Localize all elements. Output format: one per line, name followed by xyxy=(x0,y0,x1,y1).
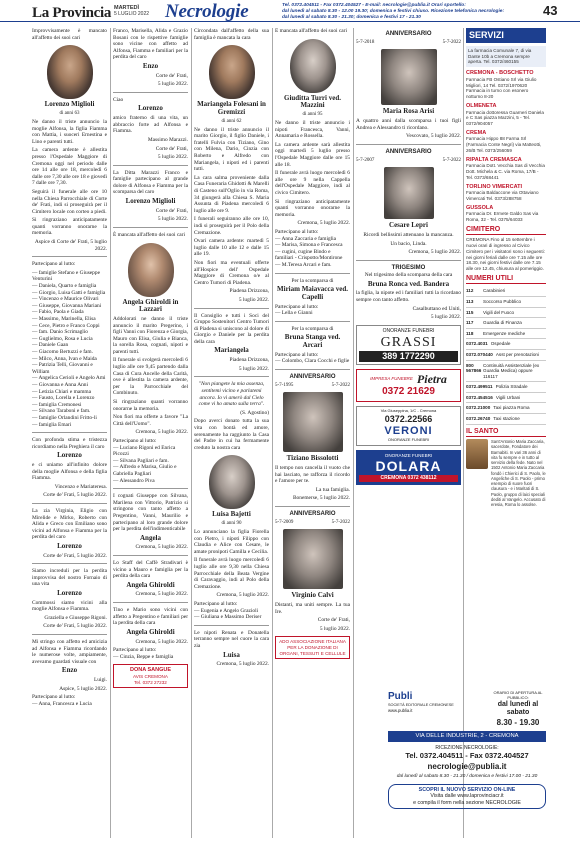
services-column: SERVIZI La farmacia Comunale 7, di via Dante 10b a Cremona sempre aperta. Tel. 0372/460155 CREMONA - BOSCHETTO Farmacia FB Ostiano Srl via Giulio Migliori, 14 Tel. 0372/1970620 Farmacia in turno con esonero notturno 8-20 OLMENETA Farmacia dottoressa Guarneri Daniela e C Sas piazza Mazzini, 5 - Tel. 0372/904057 CREMA Farmacia Hippo 88 Farma Srl (Farmacia Conte Negri) via Matteotti, 26/B Tel. 0373/256059 RIPALTA CREMASCA Farmacia Dott. Vecchia Sas di Vecchia Dott. Michela & C. via Roma, 17/B - Tel. 0373/68441 TORLINO VIMERCATI Farmacia Baldaccone via Ottaviano Vimercati Tel. 0373/288758 GUSSOLA Farmacia Dr. Ermete Galdo Sas via Roma, 32 - Tel. 0375/64033 CIMITERO CREMONA Fino al 15 settembre i nuovi orari di ingresso al Civico Cimitero per i visitatori sono i seguenti: nei giorni feriali dalle ore 7.15 alle ore 18.30, nei giorni festivi dalle ore 7.15 alle ore 12.45, chiusura al pomeriggio. NUMERI UTILI 112 Carabinieri 113 Soccorso Pubblico 115 Vigili del Fuoco 117 Guardia di Finanza 118 Emergenze mediche 0372.4031 Ospedale 0372.070440 Asst per prenotazioni 800 567866 Continuità Assistenziale (ex Guardia Medica) oppure 116117 0372.499511 Polizia Stradale 0372.454516 Vigili Urbani 0372.21000 Taxi piazza Roma 0372.26740 Taxi stazione IL SANTO Sant'Antonio Maria Zaccaria, sacerdote, Fondatore dei Barnabiti. In vari 36 anni di vita fu sempre e in tutto al servizio della fede. Nato nel 1502 Antonio Maria Zaccaria fondò i Chierici di S. Paolo, le Angeliche di S. Paolo - primo esempio di suore fuori clausura - e i Maritati di S. Paolo, gruppo di laici speciali dediti al Vangelo. Accusato di eresia, Roma lo assolse. xyxy=(466,30,546,508)
portrait-photo xyxy=(47,45,93,99)
portrait-photo xyxy=(128,243,174,297)
page-number: 43 xyxy=(543,3,558,18)
dolara-ad: ONORANZE FUNEBRI DOLARA CREMONA 0372 438112 xyxy=(356,450,461,485)
deceased-name: Angela Ghiroldi in Lazzari xyxy=(122,297,179,314)
page-header xyxy=(0,0,580,22)
portrait-photo xyxy=(283,529,343,589)
deceased-name: Luisa Bajetti xyxy=(212,510,251,519)
useful-number-row: 0372.499511 Polizia Stradale xyxy=(466,382,546,393)
portrait-photo xyxy=(290,39,336,93)
useful-number-row: 0372.21000 Taxi piazza Roma xyxy=(466,403,546,414)
newspaper-brand: La Provincia xyxy=(32,5,112,21)
deceased-name: Virginio Calvi xyxy=(291,591,334,600)
useful-number-row: 0372.4031 Ospedale xyxy=(466,339,546,350)
section-title: Necrologie xyxy=(165,1,249,22)
obituary-intro: Improvvisamente è mancato all'affetto dei suoi cari xyxy=(32,28,107,41)
portrait-photo xyxy=(209,455,255,509)
column-4: È mancata all'affetto dei suoi cari Giuditta Turri ved. Mazzini di anni 95 Ne danno il triste annuncio i nipoti Francesca, Vanni, Annamaria e Rossella. La camera ardente sarà allestita oggi martedì 5 luglio presso l'Ospedale Maggiore dalle ore 15 alle 18. Il funerale avrà luogo mercoledì 6 alle ore 9 nella Cappella dell'Ospedale Maggiore, indi al civico Cimitero. Si ringraziano anticipatamente quanti vorranno onorarne la memoria. Cremona, 5 luglio 2022. Partecipano al lutto: — Anna Zaccaria e famiglia — Marisa, Simona e Francesca — cugini, cugine Bindo e familiari - Crispotto/Montirone — M.Teresa Arcari e fam. Per la scomparsa di Miriam Maiavacca ved. Capelli Partecipano al lutto: — Lella e Gianni Per la scomparsa di Bruna Stanga ved. Arcari Partecipano al lutto: — Colombo, Clara Cocchi e figlie ANNIVERSARIO 5-7-1995 5-7-2022 Tiziano Bissolotti Il tempo non cancella il vuoto che hai lasciato, ne rafforza il ricordo e l'amore per te. La tua famiglia. Bonemerse, 5 luglio 2022. ANNIVERSARIO 5-7-2009 5-7-2022 Virginio Calvi Distanti, ma uniti sempre. La tua Ire. Corte de' Frati, 5 luglio 2022. ADO ASSOCIAZIONE ITALIANA PER LA DONAZIONE DI ORGANI, TESSUTI E CELLULE xyxy=(275,28,350,840)
deceased-name: Mariangela Folesani in Gremizzi xyxy=(197,100,266,116)
deceased-name: Lorenzo Miglioli xyxy=(44,100,95,109)
publia-box: Publi SOCIETÀ EDITORIALE CREMONESE www.publia.it ORARIO DI APERTURA AL PUBBLICO: dal lunedì al sabato 8.30 - 19.30 VIA DELLE INDUSTRIE, 2 - CREMONA RICEZIONE NECROLOGIE: Tel. 0372.404511 - Fax 0372.404527 necrologie@publia.it dal lunedì al sabato 8.30 - 21.30 / domenica e festivi 17.00 - 21.30 SCOPRI IL NUOVO SERVIZIO ON-LINE Visita dalle www.laprovinciacr.it e compila il form nella sezione NECROLOGIE xyxy=(388,691,546,839)
pietra-ad: IMPRESA FUNEBRE Pietra 0372 21629 xyxy=(356,369,461,402)
condolence-list: — famiglie Stefano e Giuseppe Venturini — Daniela, Quarto e famiglia — Giorgio, Luisa Gatti e famiglia — Vincenzo e Maurice Olivari — Giuseppe, Giovanna Mariani — Fabio, Paola e Giada — Massimo, Marinella, Elisa — Cece, Pietro e Franco Coppi — fam. Danio Scrimaglio — Guglielmo, Rosa e Lucia — Daniele Gaan — Giacomo Bertuzzi e fam. — Milco, Anna, Ivan e Maida — Patrizia Telli, Giovanni e William — Angelica Cerioli e Angelo Ami — Giovanna e Anna Anni — Letizia Chiari e mamma — Fausto, Lorella e Lorenzo — famiglia Cremonesi — Silvano Taraboni e fam. — famiglie Orlandini Fritto-li — famiglia Emari xyxy=(32,269,106,428)
useful-number-row: 0372.454516 Vigili Urbani xyxy=(466,393,546,404)
deceased-name: Tiziano Bissolotti xyxy=(286,454,339,463)
issue-date: MARTEDÌ 5 LUGLIO 2022 xyxy=(114,5,150,17)
portrait-photo xyxy=(384,167,434,219)
useful-number-row: 117 Guardia di Finanza xyxy=(466,318,546,329)
services-title: SERVIZI xyxy=(466,28,546,43)
contacts: RICEZIONE NECROLOGIE: Tel. 0372.404511 - Fax 0372.404527 necrologie@publia.it dal lunedì al sabato 8.30 - 21.30 / domenica e festivi 17.00 - 21.30 xyxy=(396,744,538,780)
header-contact-info: Tel. 0372.404511 - Fax 0372.404527 - E-mail: necrologie@publia.it Orari sportello: dal lunedì al sabato 8.30 - 12.00 19.30; domenica e festivi chiuso. Ricezione telefonica necrologie: dal lunedì al sabato 8.30 - 21.30; domenica e festivi 17 - 21.30 xyxy=(282,3,505,21)
online-service-banner[interactable]: SCOPRI IL NUOVO SERVIZIO ON-LINE Visita dalle www.laprovinciacr.it e compila il form nella sezione NECROLOGIE xyxy=(388,784,546,809)
column-5: ANNIVERSARIO 5-7-2018 5-7-2022 Maria Rosa Arisi A quattro anni dalla scomparsa i tuoi figli Andrea e Alessandro ti ricordano. Vescovato, 5 luglio 2022. ANNIVERSARIO 5-7-2007 5-7-2022 Cesare Lepri Ricordi bellissimi attenuano la mancanza. Un bacio, Linda. Cremona, 5 luglio 2022. TRIGESIMO Nel trigesimo della scomparsa della cara Bruna Ronca ved. Bandera la figlia, la nipote ed i familiari tutti la ricordano sempre con tanto affetto. Casalbuttano ed Uniti, 5 luglio 2022. ONORANZE FUNEBRI GRASSI 389 1772290 IMPRESA FUNEBRE Pietra 0372 21629 Via Giuseppina, 1/C - Cremona 0372.22566 VERONI ONORANZE FUNEBRI ONORANZE FUNEBRI DOLARA CREMONA 0372 438112 xyxy=(356,28,461,840)
portrait-photo xyxy=(209,45,255,99)
deceased-name: Cesare Lepri xyxy=(389,221,428,230)
grassi-ad: ONORANZE FUNEBRI GRASSI 389 1772290 xyxy=(356,325,461,365)
useful-number-row: 0372.070440 Asst per prenotazioni xyxy=(466,350,546,361)
veroni-ad: Via Giuseppina, 1/C - Cremona 0372.22566 VERONI ONORANZE FUNEBRI xyxy=(356,406,461,446)
deceased-name: Giuditta Turri ved. Mazzini xyxy=(284,93,341,110)
useful-number-row: 115 Vigili del Fuoco xyxy=(466,308,546,319)
saint-image xyxy=(466,439,488,469)
publia-logo: Publi xyxy=(388,691,413,702)
useful-number-row: 800 567866 Continuità Assistenziale (ex Guardia Medica) oppure 116117 xyxy=(466,361,546,383)
aido-ad: ADO ASSOCIAZIONE ITALIANA PER LA DONAZIONE DI ORGANI, TESSUTI E CELLULE xyxy=(275,636,350,659)
column-3: Circondata dall'affetto della sua famiglia è mancata la cara Mariangela Folesani in Gremizzi di anni 62 Ne danno il triste annuncio il marito Giorgio, il figlio Daniele, i fratelli Fulvia con Tiziano, Gino con Milena, Dario, Cinzia con Roberto e Alfredo con Mariangela, i nipoti ed i parenti tutti. La cara salma proveniente dalla Casa Funeraria Ghidotti & Marelli di Casteno sull'Oglio in via Roma, 34 giungerà alla Chiesa S. Maria Assunta di Piadena mercoledì 6 luglio alle ore 9. I funerali seguiranno alle ore 10, indi si proseguirà per il Polo della Cremazione. Ovari camera ardente: martedì 5 luglio dalle 10 alle 12 e dalle 15 alle 19. Non fiori ma eventuali offerte all'Hospice dell' Ospedale Maggiore di Cremona o/e al Centro Tumori di Piadena. Piadena Drizzona, 5 luglio 2022. Il Consiglio e tutti i Soci del Gruppo Sostenitori Centro Tumori di Piadena si uniscono al dolore di Giorgio e Daniele per la perdita della cara Mariangela Piadena Drizzona, 5 luglio 2022. "Non piangete la mia assenza, sentitemi vicino e parlatemi ancora. Io vi amerò dal Cielo come vi ho amato sulla terra". (S. Agostino) Dopo averci donato tutta la sua vita con bontà ed amore, serenamente ha raggiunto la Casa del Padre in cui ha fermamente creduto la nostra cara Luisa Bajetti di anni 90 Lo annunciano la figlia Fiorella con Pietro, i nipoti Filippo con Claudia e Alice con Cesare, le amate pronipoti Camilla e Cecilia. Il funerale avrà luogo mercoledì 6 luglio alle ore 9,30 nella Chiesa Parrocchiale della Beata Vergine di Caravaggio, indi al Polo della Cremazione. Cremona, 5 luglio 2022. Partecipano al lutto: — Eugenia e Angelo Grazioli — Giuliana e Massimo Deriser Le nipoti Renata e Donatella terranno sempre nel cuore la cara zia Luisa Cremona, 5 luglio 2022. xyxy=(194,28,269,668)
useful-numbers-list xyxy=(466,286,546,424)
avis-ad: DONA SANGUE AVIS CREMONA Tel. 0372 27232 xyxy=(113,664,188,688)
deceased-name: Maria Rosa Arisi xyxy=(382,107,435,116)
column-2: Franco, Marisella, Alida e Grazio Bosani con le rispettive famiglie sono vicine con affetto ad Alfonsa, Fiamma e familiari per la perdita del caro Enzo Corte de' Frati, 5 luglio 2022. Ciao Lorenzo amico fraterno di una vita, un abbraccio forte ad Alfonsa e Fiamma. Massimo Marazzi. Corte de' Frati, 5 luglio 2022. La Ditta Marazzi Franco e famiglie partecipano al grande dolore di Alfonsa e Fiamma per la scomparsa del caro Lorenzo Miglioli Corte de' Frati, 5 luglio 2022. È mancata all'affetto dei suoi cari Angela Ghiroldi in Lazzari Addolorati ne danno il triste annuncio il marito Pregerino, i figli Vanni con Fiorenza e Giorgia, Mauro con Elisa, Giulia e Bianca, la sorella Rosa, cognati, nipoti e parenti tutti. Il funerale si svolgerà mercoledì 6 luglio alle ore 9,45 partendo dalla Casa di Cura Ancelle della Carità, ove è allestita la camera ardente, per la Parrocchiale del Combinuto. Si ringraziano quanti vorranno onorarne la memoria. Non fiori ma offerte a favore "La Città dell'Uomo". Cremona, 5 luglio 2022. Partecipano al lutto: — Luciano Rigoni ed Enrica Picozzi — Silvana Pagliari e fam. — Alfredo e Marisa, Giulio e Gabriella Pagliari — Alessandro Piva I cognati Giuseppe con Silvana, Marilena con Vittorio, Patrizio si stringono con tanto affetto a Pregentino, Vanni, Maurilio e partecipano al loro grande dolore per la perdita dell'indimenticabile Angela Cremona, 5 luglio 2022. Lo Staff del Caffè Stradivari è vicino a Mauro e famiglia per la perdita della cara Angela Ghiroldi Cremona, 5 luglio 2022. Tino e Mario sono vicini con affetto a Pregentino e familiari per la perdita della cara Angela Ghiroldi Cremona, 5 luglio 2022. Partecipano al lutto: — Cinzia, Beppe e famiglia DONA SANGUE AVIS CREMONA Tel. 0372 27232 xyxy=(113,28,188,840)
deceased-age: di anni 63 xyxy=(59,110,80,116)
useful-number-row: 0372.26740 Taxi stazione xyxy=(466,414,546,425)
portrait-photo xyxy=(381,49,437,105)
useful-number-row: 112 Carabinieri xyxy=(466,286,546,297)
useful-number-row: 118 Emergenze mediche xyxy=(466,329,546,340)
portrait-photo xyxy=(283,392,343,452)
useful-number-row: 113 Soccorso Pubblico xyxy=(466,297,546,308)
column-1: Improvvisamente è mancato all'affetto dei suoi cari Lorenzo Miglioli di anni 63 Ne danno il triste annuncio la moglie Alfonsa, la figlia Fiamma con Mattia, i suoceri Ernestina e Lino e parenti tutti. La camera ardente è allestita presso l'Ospedale Maggiore di Cremona oggi nel periodo dalle ore 14 alle ore 18, mercoledì 6 dalle ore 7,30 alle ore 18 e giovedì 7 dalle ore 7,30. Seguirà il funerale alle ore 10 nella Chiesa Parrocchiale di Corte de' Frati, indi si proseguirà per il Cimitero locale con corteo a piedi. Si ringraziano anticipatamente quanti vorranno onorarne la memoria. Aspice di Corte de' Frati, 5 luglio 2022. Partecipano al lutto: — famiglie Stefano e Giuseppe Venturini — Daniela, Quarto e famiglia — Giorgio, Luisa Gatti e famiglia — Vincenzo e Maurice Olivari — Giuseppe, Giovanna Mariani — Fabio, Paola e Giada — Massimo, Marinella, Elisa — Cece, Pietro e Franco Coppi — fam. Danio Scrimaglio — Guglielmo, Rosa e Lucia — Daniele Gaan — Giacomo Bertuzzi e fam. — Milco, Anna, Ivan e Maida — Patrizia Telli, Giovanni e William — Angelica Cerioli e Angelo Ami — Giovanna e Anna Anni — Letizia Chiari e mamma — Fausto, Lorella e Lorenzo — famiglia Cremonesi — Silvano Taraboni e fam. — famiglie Orlandini Fritto-li — famiglia Emari Con profonda stima e tristezza ricordiamo nella Preghiera il caro Lorenzo e ci uniamo all'infinito dolore della moglie Alfonsa e della figlia Fiamma. Vincenzo e Mariateresa. Corte de' Frati, 5 luglio 2022. La zia Virginia, Eligio con Mirelide e Mirko, Roberto con Alida e Greco con Emiliano sono vicini ad Alfonsa e Fiamma per la perdita del caro Lorenzo Corte de' Frati, 5 luglio 2022. Siamo increduli per la perdita improvvisa del nostro Fornaio di una vita Lorenzo Commossi siamo vicini alla moglie Alfonsa e Fiamma. Graziella e Giuseppe Rigoni. Corte de' Frati, 5 luglio 2022. Mi stringo con affetto ed amicizia ad Alfonsa e Fiamma ricordando le numerose volte, ampiamente, avevamo guardati visuale con Enzo Luigi. Aspice, 5 luglio 2022. Partecipano al lutto: — Anna, Francesca e Lucia xyxy=(32,28,107,707)
